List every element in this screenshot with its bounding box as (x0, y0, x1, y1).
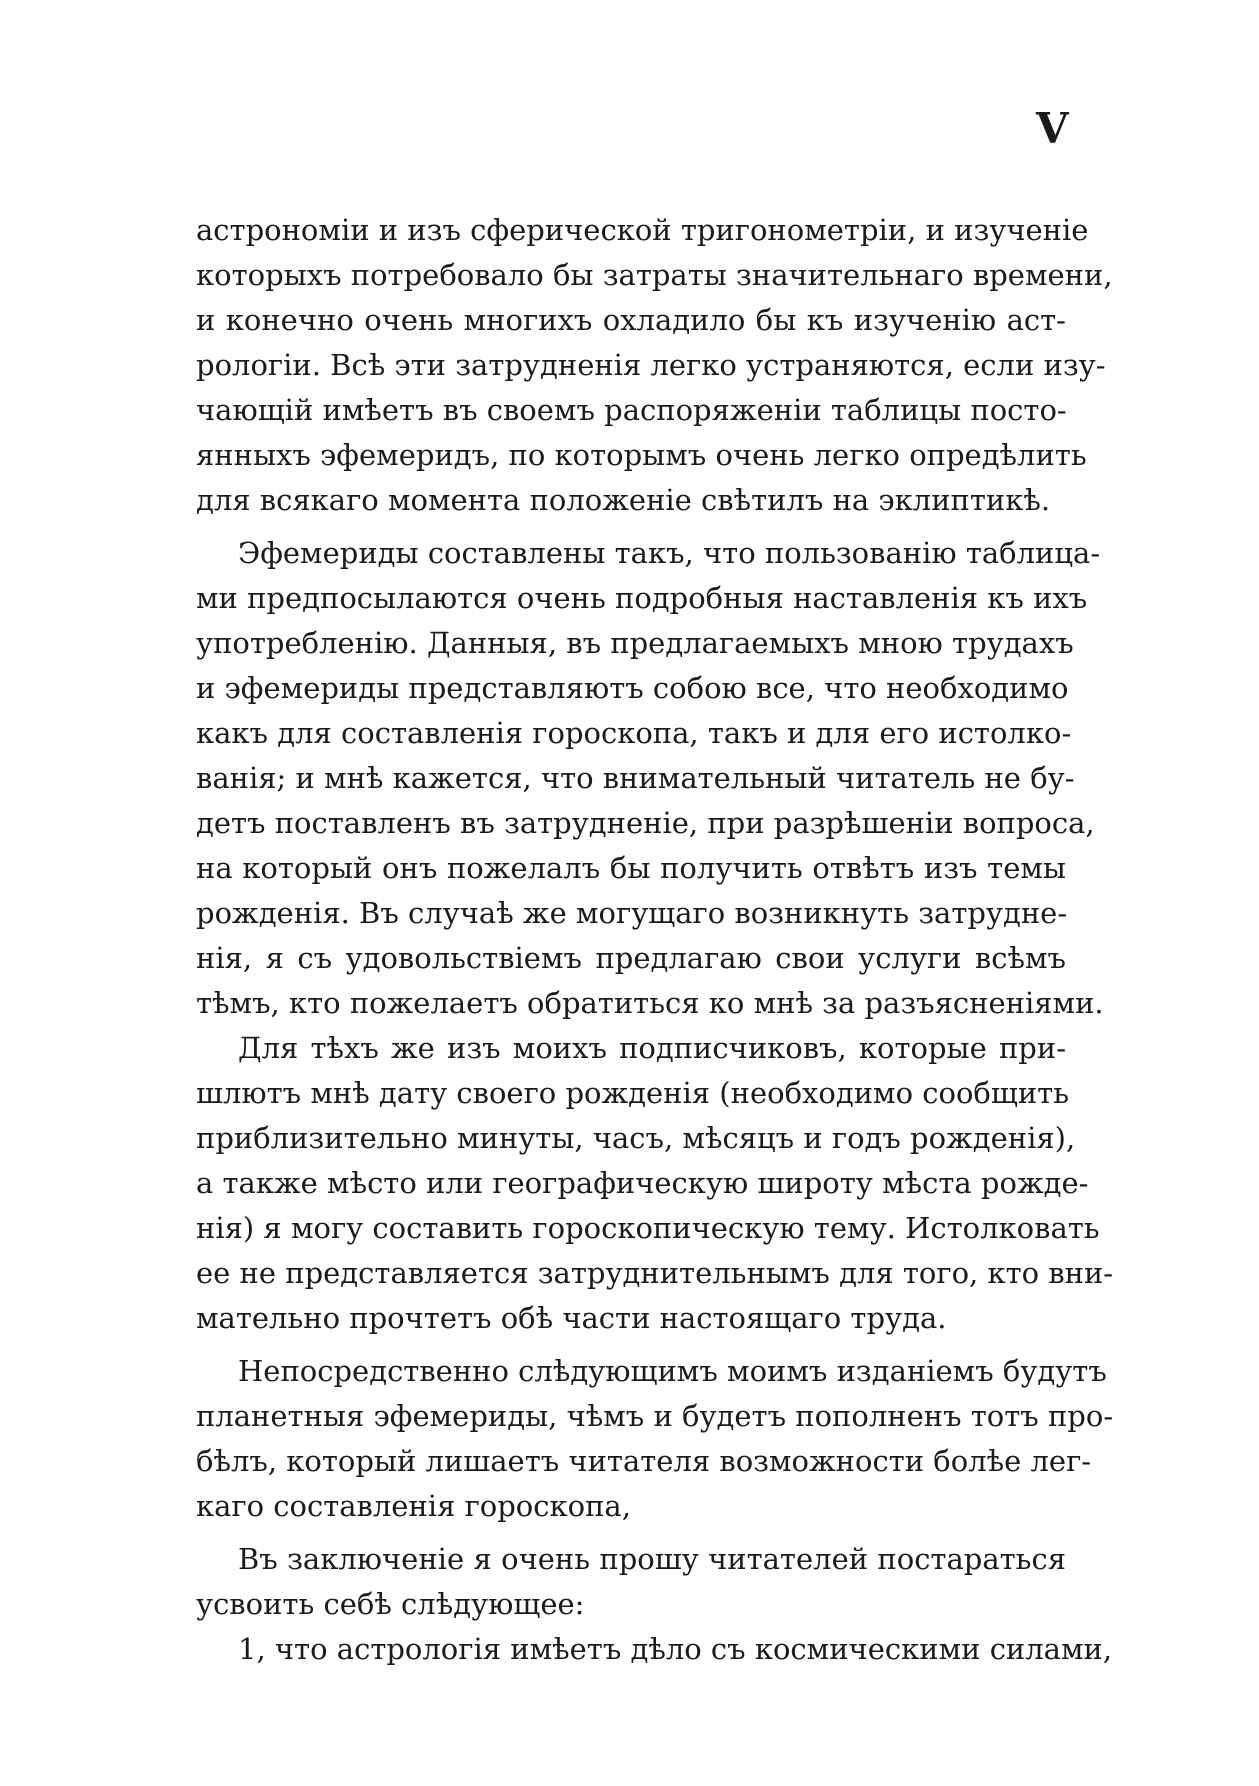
text-line: 1, что астрологія имѣетъ дѣло съ космическими силами, (238, 1632, 1113, 1666)
text-line: употребленію. Данныя, въ предлагаемыхъ мною трудахъ (196, 626, 1074, 660)
text-line: тѣмъ, кто пожелаетъ обратиться ко мнѣ за разъясненіями. (196, 986, 1104, 1020)
text-line: какъ для составленія гороскопа, такъ и для его истолко- (196, 716, 1072, 750)
text-line: астрономіи и изъ сферической тригонометріи, и изученіе (196, 213, 1089, 247)
text-line: которыхъ потребовало бы затраты значительнаго времени, (196, 258, 1113, 292)
text-line: шлютъ мнѣ дату своего рожденія (необходимо сообщить (196, 1076, 1070, 1110)
text-line: и конечно очень многихъ охладило бы къ изученію аст- (196, 303, 1066, 337)
text-line: Непосредственно слѣдующимъ моимъ изданіемъ будутъ (238, 1354, 1107, 1388)
text-line: и эфемериды представляютъ собою все, что необходимо (196, 671, 1069, 705)
text-line: мательно прочтетъ обѣ части настоящаго труда. (196, 1301, 947, 1335)
paragraph (196, 1537, 1066, 1627)
text-line: ванія; и мнѣ кажется, что внимательный читатель не бу- (196, 761, 1075, 795)
text-line: нія, я съ удовольствіемъ предлагаю свои услуги всѣмъ (196, 941, 1066, 975)
paragraph (196, 1026, 1114, 1341)
text-line: Эфемериды составлены такъ, что пользованію таблица- (238, 536, 1101, 570)
text-line: ее не представляется затруднительнымъ для того, кто вни- (196, 1256, 1114, 1290)
body-text (196, 208, 1114, 1672)
text-line: Для тѣхъ же изъ моихъ подписчиковъ, которые при- (238, 1031, 1066, 1065)
paragraph (196, 1627, 1113, 1672)
text-line: на который онъ пожелалъ бы получить отвѣтъ изъ темы (196, 851, 1066, 885)
text-line: приблизительно минуты, часъ, мѣсяцъ и годъ рожденія), (196, 1121, 1076, 1155)
text-line: усвоить себѣ слѣдующее: (196, 1587, 585, 1621)
paragraph (196, 1349, 1114, 1529)
paragraph (196, 531, 1104, 1026)
text-line: чающій имѣетъ въ своемъ распоряженіи таблицы посто- (196, 393, 1067, 427)
text-line: янныхъ эфемеридъ, по которымъ очень легко опредѣлить (196, 438, 1087, 472)
paragraph (196, 208, 1113, 523)
text-line: планетныя эфемериды, чѣмъ и будетъ пополненъ тотъ про- (196, 1399, 1114, 1433)
text-line: бѣлъ, который лишаетъ читателя возможности болѣе лег- (196, 1444, 1092, 1478)
text-line: детъ поставленъ въ затрудненіе, при разрѣшеніи вопроса, (196, 806, 1095, 840)
text-line: рожденія. Въ случаѣ же могущаго возникнуть затрудне- (196, 896, 1068, 930)
text-line: нія) я могу составить гороскопическую тему. Истолковать (196, 1211, 1100, 1245)
text-line: а также мѣсто или географическую широту мѣста рожде- (196, 1166, 1089, 1200)
text-line: для всякаго момента положеніе свѣтилъ на эклиптикѣ. (196, 483, 1051, 517)
page-number: V (1036, 104, 1069, 153)
text-line: ми предпосылаются очень подробныя наставленія къ ихъ (196, 581, 1088, 615)
text-line: Въ заключеніе я очень прошу читателей постараться (238, 1542, 1066, 1576)
text-line: рологіи. Всѣ эти затрудненія легко устраняются, если изу- (196, 348, 1106, 382)
text-line: каго составленія гороскопа, (196, 1489, 631, 1523)
